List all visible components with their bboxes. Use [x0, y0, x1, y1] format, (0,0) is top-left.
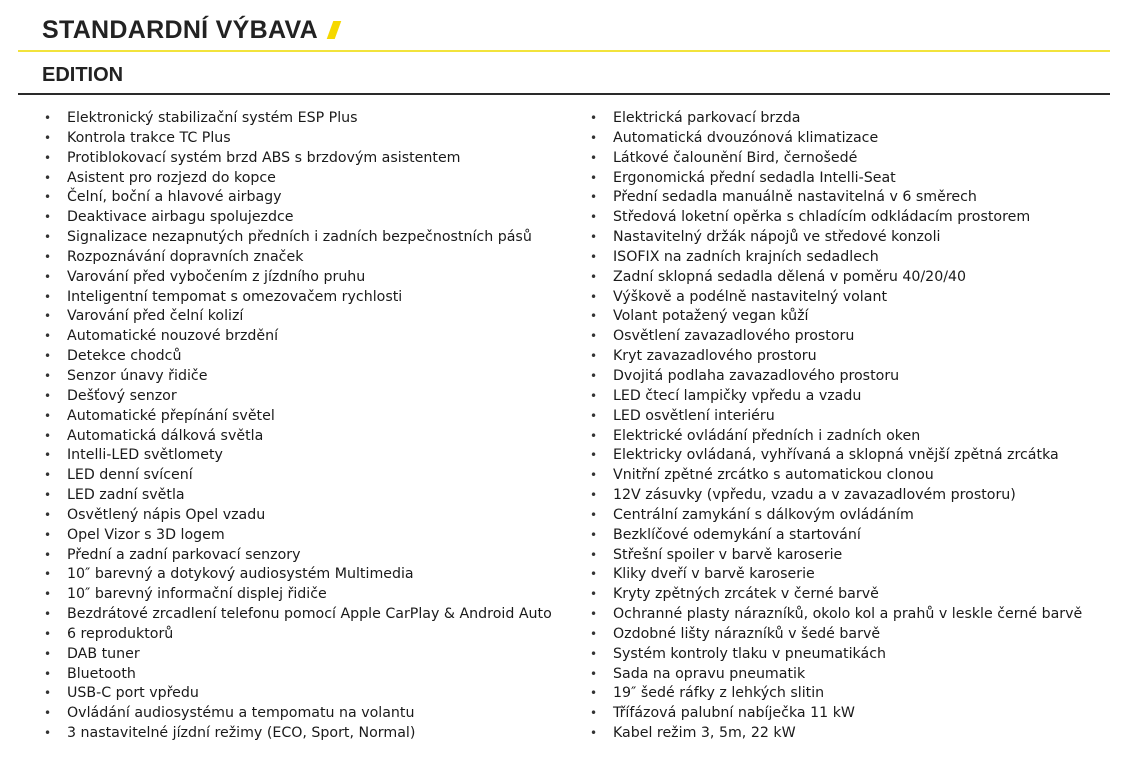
list-item-label: Intelli-LED světlomety [67, 447, 223, 464]
list-item [44, 288, 584, 308]
list-item [44, 208, 584, 228]
list-item-label: Látkové čalounění Bird, černošedé [613, 149, 858, 166]
bullet-icon: • [44, 230, 52, 245]
list-item-label: Bezdrátové zrcadlení telefonu pomocí Apple CarPlay & Android Auto [67, 606, 552, 623]
list-item-label: Volant potažený vegan kůží [613, 308, 809, 325]
list-item-label: Středová loketní opěrka s chladícím odkládacím prostorem [613, 209, 1031, 226]
list-item [590, 407, 1130, 427]
list-item-label: Přední sedadla manuálně nastavitelná v 6 směrech [613, 189, 977, 206]
list-item [44, 526, 584, 546]
list-item-label: Varování před vybočením z jízdního pruhu [67, 268, 366, 285]
bullet-icon: • [44, 646, 52, 661]
list-item [590, 605, 1130, 625]
list-item-label: Asistent pro rozjezd do kopce [67, 169, 276, 186]
bullet-icon: • [590, 468, 598, 483]
bullet-icon: • [44, 388, 52, 403]
list-item-label: Ergonomická přední sedadla Intelli-Seat [613, 169, 896, 186]
bullet-icon: • [44, 130, 52, 145]
bullet-icon: • [590, 210, 598, 225]
list-item-label: Elektrická parkovací brzda [613, 110, 801, 126]
bullet-icon: • [590, 527, 598, 542]
list-item [590, 307, 1130, 327]
list-item [44, 605, 584, 625]
bullet-icon: • [590, 626, 598, 641]
dark-divider [18, 93, 1110, 95]
bullet-icon: • [44, 289, 52, 304]
list-item-label: Automatická dálková světla [67, 427, 264, 444]
bullet-icon: • [590, 686, 598, 701]
list-item-label: Automatické nouzové brzdění [67, 328, 279, 345]
bullet-icon: • [44, 368, 52, 383]
list-item-label: Detekce chodců [67, 348, 182, 365]
list-item [590, 109, 1130, 129]
list-item-label: Bezklíčové odemykání a startování [613, 526, 861, 543]
list-item [44, 625, 584, 645]
bullet-icon: • [590, 269, 598, 284]
list-item [590, 446, 1130, 466]
list-item [44, 684, 584, 704]
list-item-label: Ozdobné lišty nárazníků v šedé barvě [613, 625, 881, 642]
list-item-label: Centrální zamykání s dálkovým ovládáním [613, 506, 914, 523]
bullet-icon: • [590, 170, 598, 185]
list-item [44, 466, 584, 486]
bullet-icon: • [44, 150, 52, 165]
list-item [44, 704, 584, 724]
bullet-icon: • [44, 666, 52, 681]
list-item [44, 129, 584, 149]
list-item-label: 12V zásuvky (vpředu, vzadu a v zavazadlovém prostoru) [613, 487, 1016, 504]
list-item-label: LED denní svícení [67, 467, 193, 484]
list-item-label: Opel Vizor s 3D logem [67, 526, 225, 543]
page-title [42, 14, 338, 46]
bullet-icon: • [44, 686, 52, 701]
list-item-label: Střešní spoiler v barvě karoserie [613, 546, 843, 563]
list-item-label: Elektronický stabilizační systém ESP Plus [67, 110, 358, 126]
list-item [44, 149, 584, 169]
list-item-label: Sada na opravu pneumatik [613, 665, 806, 682]
list-item-label: Automatická dvouzónová klimatizace [613, 129, 879, 146]
bullet-icon: • [590, 428, 598, 443]
list-item [590, 724, 1130, 744]
bullet-icon: • [44, 349, 52, 364]
list-item [44, 307, 584, 327]
bullet-icon: • [590, 607, 598, 622]
bullet-icon: • [590, 507, 598, 522]
bullet-icon: • [590, 448, 598, 463]
bullet-icon: • [44, 547, 52, 562]
list-item [44, 347, 584, 367]
list-item-label: Rozpoznávání dopravních značek [67, 248, 304, 265]
list-item [590, 228, 1130, 248]
bullet-icon: • [590, 488, 598, 503]
list-item-label: Automatické přepínání světel [67, 407, 275, 424]
left-equipment-list [44, 109, 584, 744]
list-item [590, 665, 1130, 685]
bullet-icon: • [44, 428, 52, 443]
list-item [44, 506, 584, 526]
bullet-icon: • [44, 527, 52, 542]
bullet-icon: • [44, 507, 52, 522]
list-item [590, 526, 1130, 546]
list-item [590, 129, 1130, 149]
list-item-label: Dešťový senzor [67, 387, 177, 404]
list-item [44, 446, 584, 466]
list-item [590, 486, 1130, 506]
bullet-icon: • [44, 726, 52, 741]
bullet-icon: • [44, 170, 52, 185]
bullet-icon: • [590, 368, 598, 383]
right-equipment-list [590, 109, 1130, 744]
list-item [44, 268, 584, 288]
list-item-label: Signalizace nezapnutých předních i zadních bezpečnostních pásů [67, 229, 532, 246]
list-item-label: Elektrické ovládání předních i zadních oken [613, 427, 921, 444]
list-item [44, 565, 584, 585]
list-item [44, 188, 584, 208]
bullet-icon: • [590, 130, 598, 145]
list-item [590, 288, 1130, 308]
bullet-icon: • [44, 626, 52, 641]
list-item-label: LED čtecí lampičky vpředu a vzadu [613, 387, 862, 404]
bullet-icon: • [44, 249, 52, 264]
list-item [590, 645, 1130, 665]
bullet-icon: • [44, 448, 52, 463]
list-item-label: Kontrola trakce TC Plus [67, 129, 231, 146]
list-item [590, 625, 1130, 645]
yellow-divider [18, 50, 1110, 52]
list-item [44, 724, 584, 744]
bullet-icon: • [44, 567, 52, 582]
accent-slash-icon [327, 21, 342, 39]
bullet-icon: • [44, 587, 52, 602]
list-item-label: Dvojitá podlaha zavazadlového prostoru [613, 367, 900, 384]
list-item-label: Systém kontroly tlaku v pneumatikách [613, 645, 886, 662]
list-item-label: Přední a zadní parkovací senzory [67, 546, 301, 563]
list-item [590, 585, 1130, 605]
list-item [590, 367, 1130, 387]
bullet-icon: • [44, 607, 52, 622]
page-title-text: STANDARDNÍ VÝBAVA [42, 15, 318, 44]
bullet-icon: • [590, 249, 598, 264]
list-item-label: Kliky dveří v barvě karoserie [613, 566, 815, 583]
bullet-icon: • [44, 329, 52, 344]
list-item-label: 6 reproduktorů [67, 625, 174, 642]
list-item [44, 546, 584, 566]
list-item-label: ISOFIX na zadních krajních sedadlech [613, 248, 879, 265]
bullet-icon: • [590, 150, 598, 165]
list-item-label: Kryty zpětných zrcátek v černé barvě [613, 586, 879, 603]
list-item [590, 427, 1130, 447]
list-item-label: Třífázová palubní nabíječka 11 kW [613, 705, 855, 722]
list-item-label: LED osvětlení interiéru [613, 407, 775, 424]
list-item [44, 486, 584, 506]
bullet-icon: • [590, 388, 598, 403]
list-item-label: Senzor únavy řidiče [67, 367, 208, 384]
bullet-icon: • [44, 309, 52, 324]
bullet-icon: • [590, 349, 598, 364]
list-item-label: Varování před čelní kolizí [67, 308, 244, 325]
list-item [590, 208, 1130, 228]
bullet-icon: • [590, 547, 598, 562]
list-item-label: Elektricky ovládaná, vyhřívaná a sklopná vnější zpětná zrcátka [613, 447, 1059, 464]
list-item [590, 704, 1130, 724]
list-item-label: Osvětlení zavazadlového prostoru [613, 328, 855, 345]
list-item-label: Inteligentní tempomat s omezovačem rychlosti [67, 288, 403, 305]
list-item-label: Kabel režim 3, 5m, 22 kW [613, 725, 796, 742]
list-item-label: Nastavitelný držák nápojů ve středové konzoli [613, 229, 941, 246]
bullet-icon: • [590, 706, 598, 721]
list-item [44, 665, 584, 685]
list-item [590, 565, 1130, 585]
list-item-label: 10″ barevný informační displej řidiče [67, 586, 327, 603]
list-item-label: 19″ šedé ráfky z lehkých slitin [613, 685, 825, 702]
list-item [44, 109, 584, 129]
list-item-label: Vnitřní zpětné zrcátko s automatickou clonou [613, 467, 934, 484]
list-item [590, 327, 1130, 347]
list-item-label: Ochranné plasty nárazníků, okolo kol a prahů v leskle černé barvě [613, 606, 1083, 623]
list-item [590, 149, 1130, 169]
bullet-icon: • [590, 726, 598, 741]
list-item-label: Kryt zavazadlového prostoru [613, 348, 817, 365]
list-item-label: Bluetooth [67, 665, 136, 682]
bullet-icon: • [590, 289, 598, 304]
bullet-icon: • [590, 329, 598, 344]
bullet-icon: • [590, 230, 598, 245]
bullet-icon: • [44, 488, 52, 503]
list-item-label: 3 nastavitelné jízdní režimy (ECO, Sport, Normal) [67, 725, 416, 742]
list-item-label: DAB tuner [67, 645, 140, 662]
bullet-icon: • [590, 408, 598, 423]
bullet-icon: • [44, 190, 52, 205]
list-item-label: 10″ barevný a dotykový audiosystém Multimedia [67, 566, 414, 583]
bullet-icon: • [590, 587, 598, 602]
list-item [590, 506, 1130, 526]
bullet-icon: • [590, 646, 598, 661]
bullet-icon: • [590, 111, 598, 125]
bullet-icon: • [44, 269, 52, 284]
list-item [590, 387, 1130, 407]
list-item [590, 466, 1130, 486]
list-item-label: USB-C port vpředu [67, 685, 199, 702]
list-item [590, 347, 1130, 367]
bullet-icon: • [44, 468, 52, 483]
list-item [590, 169, 1130, 189]
list-item [590, 268, 1130, 288]
list-item [44, 248, 584, 268]
list-item [44, 427, 584, 447]
list-item [44, 387, 584, 407]
list-item [44, 169, 584, 189]
list-item [44, 327, 584, 347]
bullet-icon: • [44, 210, 52, 225]
list-item [44, 407, 584, 427]
list-item [44, 228, 584, 248]
bullet-icon: • [590, 190, 598, 205]
bullet-icon: • [590, 309, 598, 324]
bullet-icon: • [44, 408, 52, 423]
list-item [44, 585, 584, 605]
bullet-icon: • [590, 567, 598, 582]
list-item [44, 645, 584, 665]
bullet-icon: • [590, 666, 598, 681]
list-item-label: LED zadní světla [67, 487, 185, 504]
list-item [590, 546, 1130, 566]
list-item-label: Osvětlený nápis Opel vzadu [67, 506, 266, 523]
list-item-label: Čelní, boční a hlavové airbagy [67, 189, 282, 206]
list-item-label: Protiblokovací systém brzd ABS s brzdovým asistentem [67, 149, 461, 166]
list-item-label: Deaktivace airbagu spolujezdce [67, 209, 294, 226]
list-item-label: Zadní sklopná sedadla dělená v poměru 40/20/40 [613, 268, 967, 285]
list-item-label: Výškově a podélně nastavitelný volant [613, 288, 888, 305]
list-item [44, 367, 584, 387]
list-item-label: Ovládání audiosystému a tempomatu na volantu [67, 705, 415, 722]
list-item [590, 248, 1130, 268]
list-item [590, 188, 1130, 208]
list-item [590, 684, 1130, 704]
bullet-icon: • [44, 706, 52, 721]
section-title: EDITION [42, 64, 124, 86]
bullet-icon: • [44, 111, 52, 125]
